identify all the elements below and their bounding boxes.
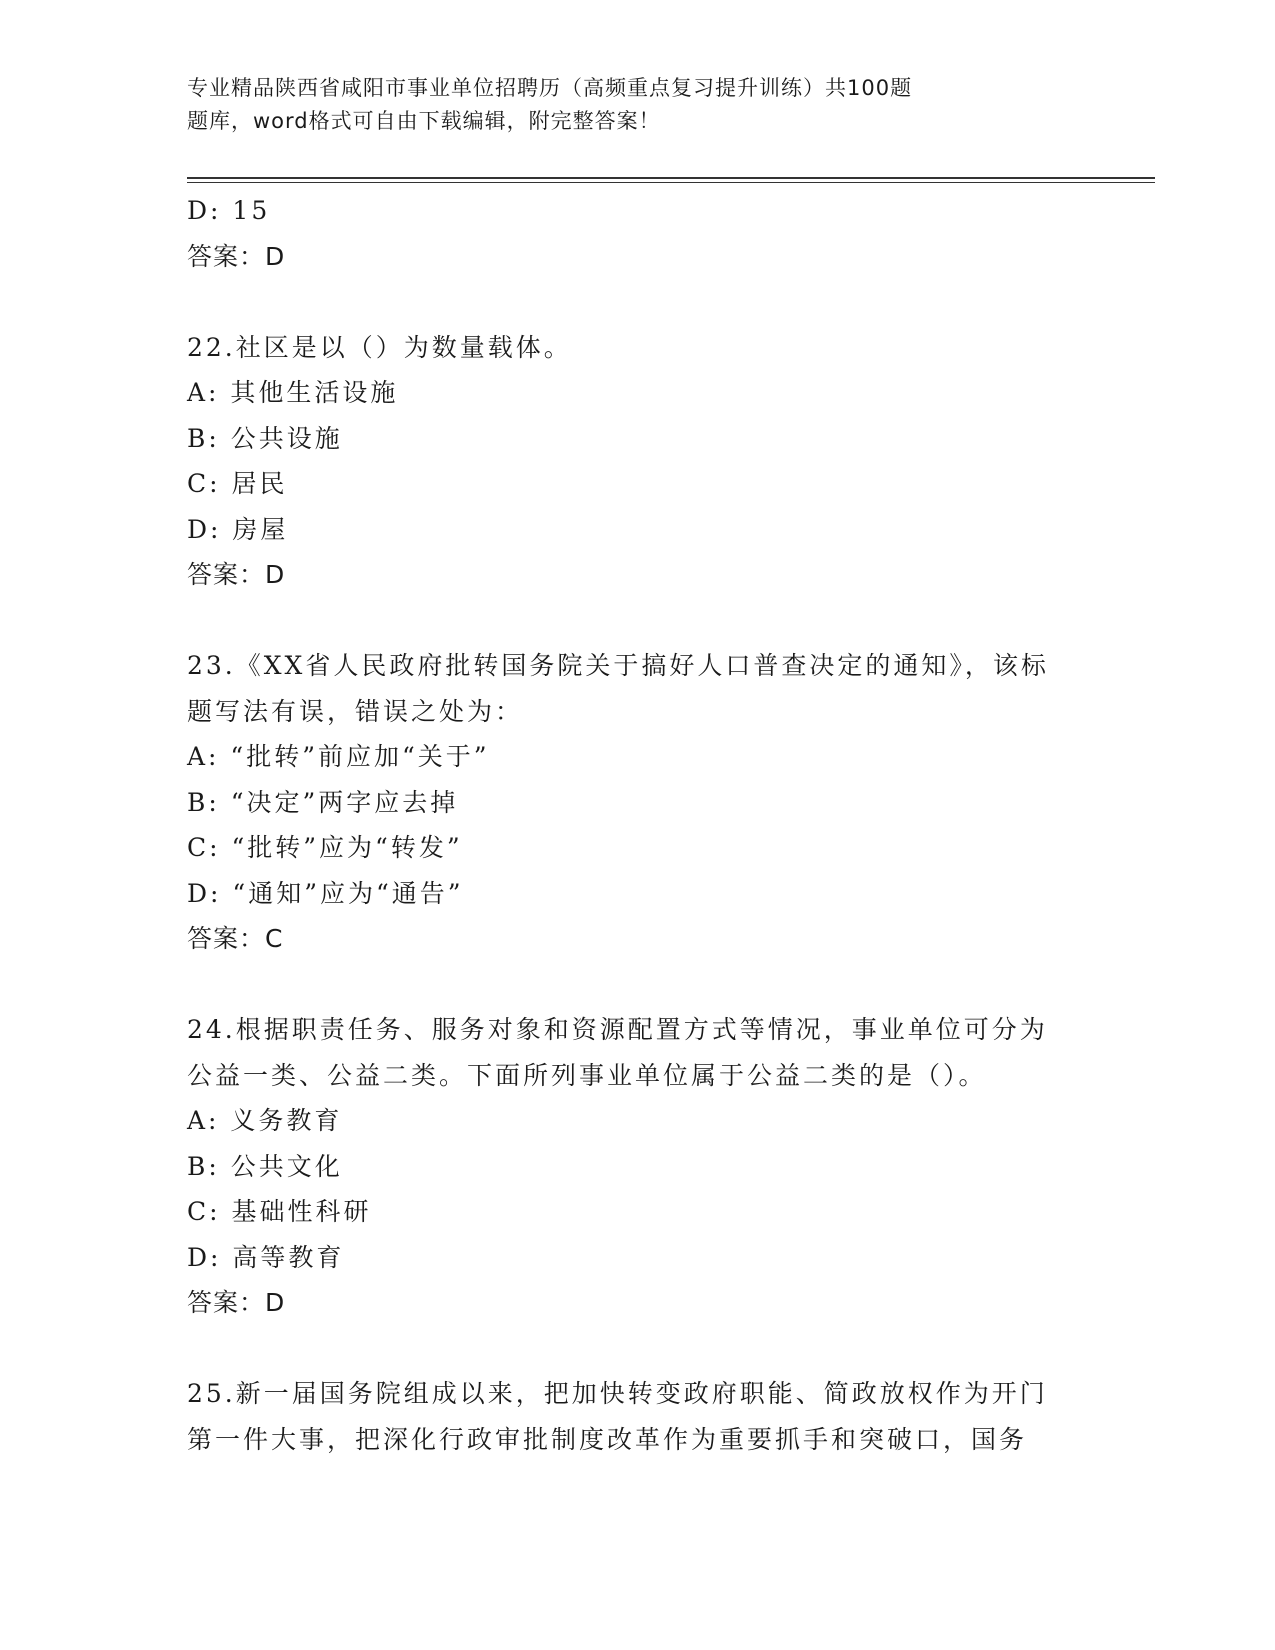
question-stem-line-2: 题写法有误，错误之处为： — [187, 696, 524, 726]
spacer — [187, 598, 1087, 644]
header-line-1: 专业精品陕西省咸阳市事业单位招聘历（高频重点复习提升训练）共100题 — [187, 76, 913, 100]
spacer — [187, 962, 1087, 1008]
option-b: B: 公共文化 — [187, 1151, 343, 1181]
question-25 — [187, 1371, 1087, 1462]
question-stem-line-1: 25.新一届国务院组成以来，把加快转变政府职能、简政放权作为开门 — [187, 1379, 1048, 1408]
answer: 答案：D — [187, 560, 286, 589]
spacer — [187, 279, 1087, 325]
question-stem-line-1: 23.《XX省人民政府批转国务院关于搞好人口普查决定的通知》，该标 — [187, 651, 1049, 680]
question-22 — [187, 325, 1087, 598]
option-a: A: “批转”前应加“关于” — [187, 742, 490, 771]
question-stem: 22.社区是以（）为数量载体。 — [187, 332, 572, 362]
answer: 答案：D — [187, 1288, 286, 1317]
option-c: C: 居民 — [187, 469, 288, 498]
answer: 答案：D — [187, 241, 286, 271]
option-b: B: 公共设施 — [187, 423, 343, 453]
header-divider-thick — [187, 177, 1155, 179]
option-a: A: 其他生活设施 — [187, 378, 399, 407]
question-24 — [187, 1007, 1087, 1326]
question-stem-line-1: 24.根据职责任务、服务对象和资源配置方式等情况，事业单位可分为 — [187, 1015, 1048, 1044]
question-list — [187, 188, 1087, 1462]
question-23 — [187, 643, 1087, 962]
header-divider-thin — [187, 182, 1155, 183]
document-header — [187, 72, 1017, 138]
question-stem-line-2: 公益一类、公益二类。下面所列事业单位属于公益二类的是（）。 — [187, 1060, 987, 1090]
header-line-2: 题库，word格式可自由下载编辑，附完整答案！ — [187, 109, 661, 133]
question-21 — [187, 188, 1087, 279]
option-d: D: “通知”应为“通告” — [187, 878, 464, 908]
question-stem-line-2: 第一件大事，把深化行政审批制度改革作为重要抓手和突破口，国务 — [187, 1424, 1028, 1454]
option-b: B: “决定”两字应去掉 — [187, 787, 459, 817]
option-a: A: 义务教育 — [187, 1106, 343, 1135]
answer: 答案：C — [187, 924, 284, 953]
option-c: C: “批转”应为“转发” — [187, 833, 463, 862]
option-d: D: 15 — [187, 196, 271, 225]
spacer — [187, 1326, 1087, 1372]
option-d: D: 房屋 — [187, 514, 289, 544]
option-d: D: 高等教育 — [187, 1242, 345, 1272]
option-c: C: 基础性科研 — [187, 1197, 372, 1226]
